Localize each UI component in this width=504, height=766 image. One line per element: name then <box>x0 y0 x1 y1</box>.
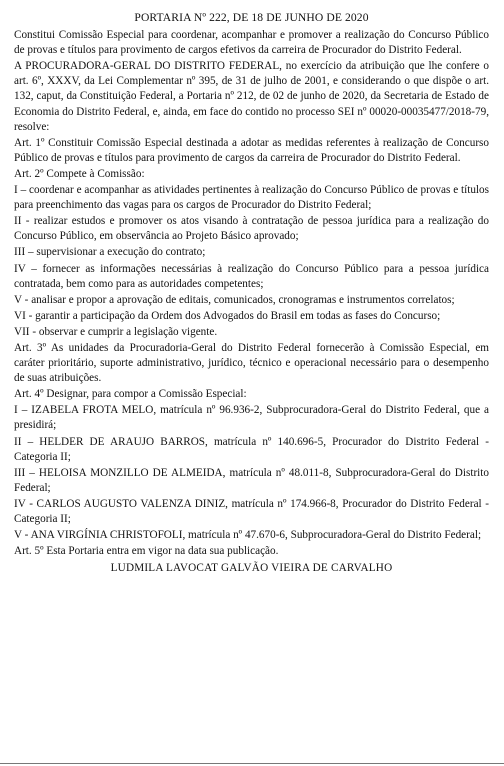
article-2-inciso-1: I – coordenar e acompanhar as atividades pertinentes à realização do Concurso Público de provas e títulos para preenchimento das vagas para os cargos de Procurador do Distrito Federal; <box>14 184 489 212</box>
article-2-inciso-4: IV – fornecer as informações necessárias à realização do Concurso Público para a pessoa jurídica contratada, bem como para as autoridades competentes; <box>14 262 489 290</box>
article-2-inciso-2: II - realizar estudos e promover os atos visando à contratação de pessoa jurídica para a realização do Concurso Público, em observância ao Projeto Básico aprovado; <box>14 215 489 243</box>
member-2: II – HELDER DE ARAUJO BARROS, matrícula nº 140.696-5, Procurador do Distrito Federal - Categoria II; <box>14 435 489 463</box>
article-2-inciso-5: V - analisar e propor a aprovação de editais, comunicados, cronogramas e instrumentos correlatos; <box>14 293 455 306</box>
bottom-divider <box>0 763 504 764</box>
preambulo: A PROCURADORA-GERAL DO DISTRITO FEDERAL, no exercício da atribuição que lhe confere o art. 6º, XXXV, da Lei Complementar nº 395, de 31 de julho de 2001, e considerando o que dispõe o art. 132, caput, da Constituição Federal, a Portaria nº 212, de 02 de junho de 2020, da Secretaria de Estado de Economia do Distrito Federal, e, ainda, em face do contido no processo SEI nº 00020-00035477/2018-79, resolve: <box>14 60 489 133</box>
document-title: PORTARIA Nº 222, DE 18 DE JUNHO DE 2020 <box>134 11 369 24</box>
article-1: Art. 1º Constituir Comissão Especial destinada a adotar as medidas referentes à realização de Concurso Público de provas e títulos para provimento de cargos da carreira de Procurador do Distrito Federal. <box>14 136 489 164</box>
article-2-inciso-7: VII - observar e cumprir a legislação vigente. <box>14 325 218 338</box>
ementa: Constitui Comissão Especial para coordenar, acompanhar e promover a realização do Concurso Público de provas e títulos para provimento de cargos efetivos da carreira de Procurador do Distrito Federal. <box>14 29 489 57</box>
article-2-inciso-3: III – supervisionar a execução do contrato; <box>14 246 206 259</box>
signature: LUDMILA LAVOCAT GALVÃO VIEIRA DE CARVALHO <box>110 562 393 575</box>
member-5: V - ANA VIRGÍNIA CHRISTOFOLI, matrícula nº 47.670-6, Subprocuradora-Geral do Distrito Federal; <box>14 529 482 542</box>
article-5: Art. 5º Esta Portaria entra em vigor na data sua publicação. <box>14 545 279 558</box>
member-4: IV - CARLOS AUGUSTO VALENZA DINIZ, matrícula nº 174.966-8, Procurador do Distrito Federal - Categoria II; <box>14 497 489 525</box>
article-3: Art. 3º As unidades da Procuradoria-Geral do Distrito Federal fornecerão à Comissão Especial, em caráter prioritário, suporte administrativo, jurídico, técnico e operacional necessário para o desempenho de suas atribuições. <box>14 341 489 385</box>
article-4-caput: Art. 4º Designar, para compor a Comissão Especial: <box>14 388 247 401</box>
document-page <box>14 10 489 576</box>
member-3: III – HELOISA MONZILLO DE ALMEIDA, matrícula nº 48.011-8, Subprocuradora-Geral do Distrito Federal; <box>14 466 489 494</box>
article-2-caput: Art. 2º Compete à Comissão: <box>14 167 145 180</box>
article-2-inciso-6: VI - garantir a participação da Ordem dos Advogados do Brasil em todas as fases do Concurso; <box>14 309 441 322</box>
member-1: I – IZABELA FROTA MELO, matrícula nº 96.936-2, Subprocuradora-Geral do Distrito Federal, que a presidirá; <box>14 404 489 432</box>
